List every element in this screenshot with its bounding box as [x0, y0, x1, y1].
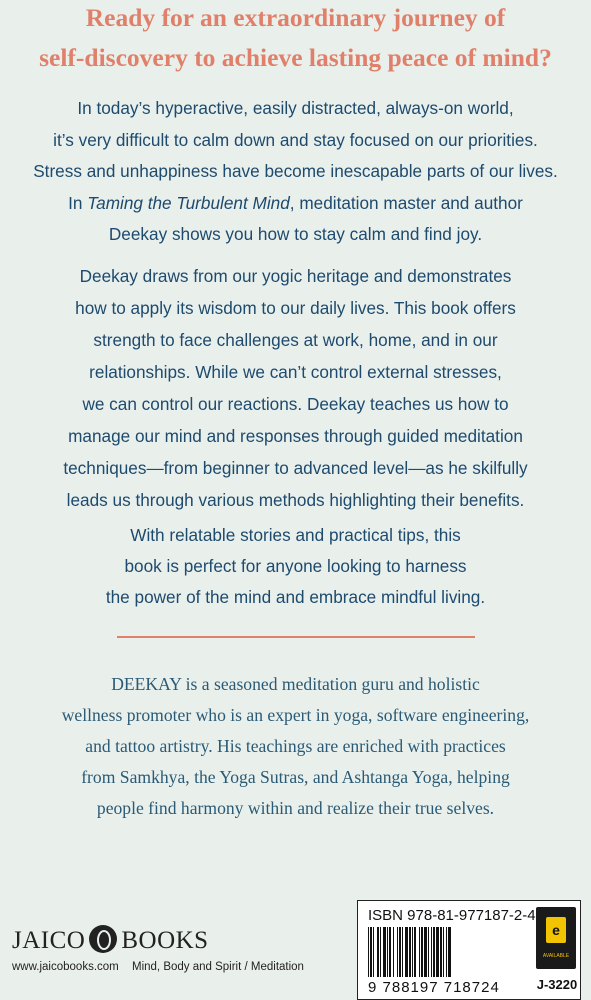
text-line: people find harmony within and realize their true selves. — [96, 798, 495, 818]
text-line: In today’s hyperactive, easily distracted, always-on world, — [77, 98, 514, 118]
text-line: we can control our reactions. Deekay teaches us how to — [82, 394, 509, 414]
headline-line: Ready for an extraordinary journey of — [85, 3, 506, 32]
text-line: DEEKAY is a seasoned meditation guru and holistic — [111, 674, 480, 694]
text-line: strength to face challenges at work, home, and in our — [93, 330, 498, 350]
text-line: it’s very difficult to calm down and stay focused on our priorities. — [53, 129, 538, 150]
book-category: Mind, Body and Spirit / Meditation — [132, 961, 304, 973]
back-cover-headline — [0, 0, 591, 78]
publisher-name-left: JAICO — [12, 927, 86, 954]
book-title: Taming the Turbulent Mind — [87, 192, 290, 213]
barcode-number: 9 788197 718724 — [368, 979, 500, 996]
text-line: leads us through various methods highlighting their benefits. — [66, 490, 525, 510]
barcode-stripe — [451, 927, 453, 977]
publisher-website: www.jaicobooks.com — [12, 961, 119, 973]
text-line: manage our mind and responses through guided meditation — [68, 426, 523, 446]
author-bio — [0, 669, 591, 824]
ebook-badge-icon — [536, 907, 576, 969]
publisher-logo — [12, 925, 209, 955]
text-line: from Samkhya, the Yoga Sutras, and Ashtanga Yoga, helping — [81, 767, 510, 787]
product-code: J-3220 — [536, 977, 578, 992]
text-line: relationships. While we can’t control external stresses, — [89, 362, 502, 382]
divider-rule — [117, 636, 475, 638]
barcode-icon — [368, 927, 528, 977]
ebook-mark: e — [546, 917, 566, 943]
text-line: Deekay shows you how to stay calm and find joy. — [108, 224, 483, 244]
text-line — [0, 188, 591, 220]
isbn-text: ISBN 978-81-977187-2-4 — [368, 907, 536, 924]
headline-line: self-discovery to achieve lasting peace of mind? — [39, 43, 552, 72]
synopsis-paragraph-2 — [0, 260, 591, 516]
text-line: wellness promoter who is an expert in yoga, software engineering, — [61, 705, 530, 725]
ebook-available-label: AVAILABLE — [542, 953, 570, 959]
text-fragment: In — [68, 192, 88, 213]
text-line: and tattoo artistry. His teachings are enriched with practices — [85, 736, 506, 756]
text-line: Deekay draws from our yogic heritage and demonstrates — [79, 266, 512, 286]
text-line: book is perfect for anyone looking to harness — [124, 556, 467, 576]
isbn-barcode-panel — [357, 900, 581, 1000]
synopsis-paragraph-1 — [0, 93, 591, 251]
text-line: how to apply its wisdom to our daily lives. This book offers — [75, 298, 516, 318]
text-line: the power of the mind and embrace mindful living. — [105, 587, 486, 607]
synopsis-paragraph-3 — [0, 520, 591, 613]
text-line: Stress and unhappiness have become inescapable parts of our lives. — [33, 161, 558, 181]
text-fragment: , meditation master and author — [289, 192, 523, 213]
publisher-emblem-icon — [89, 925, 117, 953]
text-line: With relatable stories and practical tips, this — [130, 525, 461, 545]
text-line: techniques—from beginner to advanced level—as he skilfully — [63, 458, 528, 478]
publisher-name-right: BOOKS — [121, 927, 209, 954]
